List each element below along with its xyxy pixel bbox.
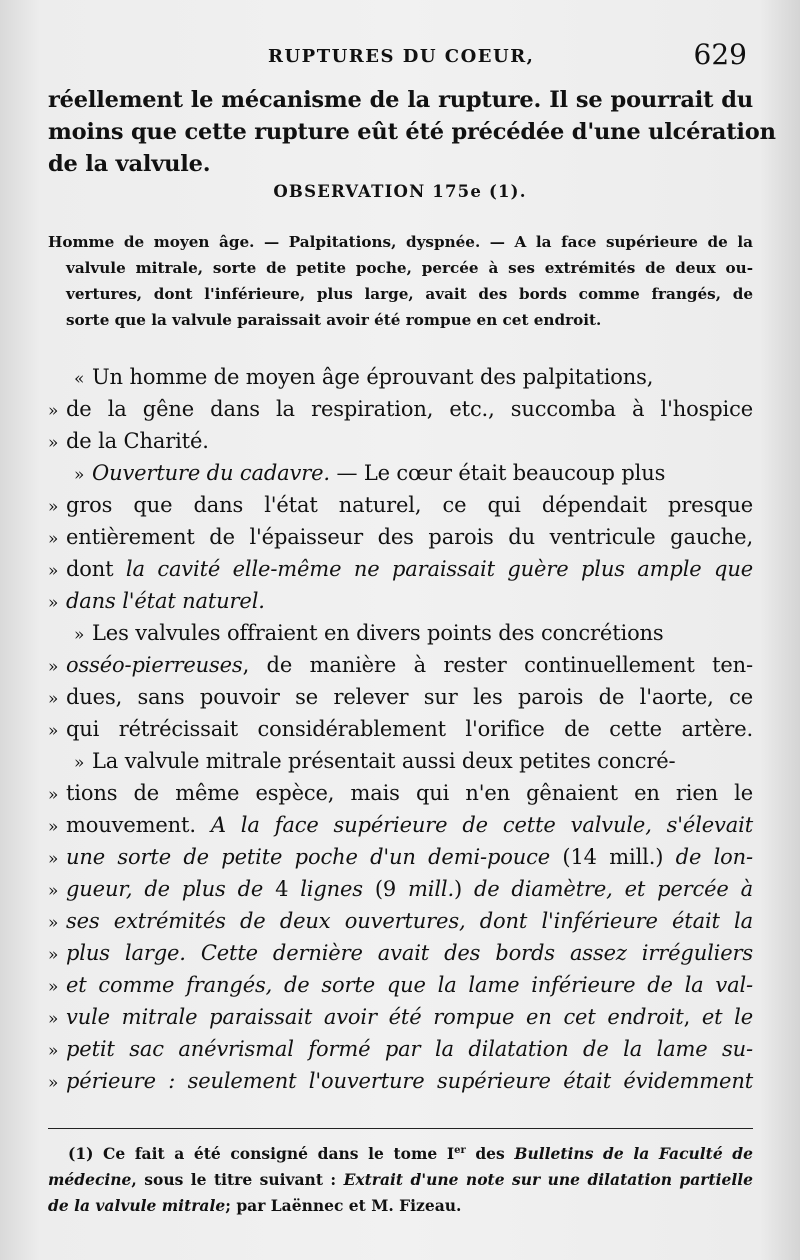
quote-mark: » (48, 433, 59, 453)
quote-mark: » (74, 465, 85, 485)
running-title: RUPTURES DU COEUR, (268, 46, 535, 67)
quote-mark: » (48, 529, 59, 549)
line-text: dont (66, 557, 126, 581)
footnote (48, 1141, 753, 1219)
intro-paragraph (48, 84, 776, 180)
line-italic: la cavité elle-même ne paraissait guère plus ample que (125, 557, 753, 581)
line-italic: de diamètre, et percée à (473, 877, 753, 901)
body-line (48, 425, 753, 457)
footnote-line (48, 1193, 753, 1219)
summary-line: vertures, dont l'inférieure, plus large, avait des bords comme frangés, de (66, 285, 753, 303)
line-italic: plus large. Cette dernière avait des bords assez irréguliers (66, 941, 753, 965)
footnote-italic: de la valvule mitrale (48, 1196, 226, 1215)
line-italic: et le (701, 1005, 753, 1029)
line-text: tions de même espèce, mais qui n'en gênaient en rien le (66, 781, 753, 805)
line-italic: lignes (300, 877, 363, 901)
quote-mark: » (48, 913, 59, 933)
body-line (48, 1033, 753, 1065)
body-line (48, 777, 753, 809)
quote-mark: » (48, 945, 59, 965)
line-text: Un homme de moyen âge éprouvant des palpitations, (92, 365, 654, 389)
summary-line: Homme de moyen âge. — Palpitations, dyspnée. — A la face supérieure de la (48, 233, 753, 251)
quote-mark: » (48, 1009, 59, 1029)
line-text: Les valvules offraient en divers points des concrétions (92, 621, 664, 645)
line-text: 4 (263, 877, 301, 901)
quote-mark: » (74, 625, 85, 645)
line-text: dues, sans pouvoir se relever sur les parois de l'aorte, ce (66, 685, 753, 709)
body-line (48, 745, 753, 777)
line-italic: vule mitrale paraissait avoir été rompue en cet endroit (66, 1005, 684, 1029)
footnote-italic: médecine (48, 1170, 132, 1189)
body-line (48, 681, 753, 713)
footnote-text: (1) Ce fait a été consigné dans le tome I (68, 1144, 455, 1163)
observation-title: OBSERVATION 175e (1). (273, 182, 527, 201)
page-number: 629 (693, 38, 747, 71)
line-italic: dans l'état naturel. (66, 589, 265, 613)
footnote-line (48, 1167, 753, 1193)
body-line (48, 457, 753, 489)
line-italic: mill. (408, 877, 454, 901)
line-text: , de manière à rester continuellement ten- (242, 653, 753, 677)
quote-mark: » (48, 401, 59, 421)
footnote-text: , sous le titre suivant : (131, 1170, 344, 1189)
quote-mark: » (74, 753, 85, 773)
footnote-italic: Bulletins de la Faculté de (514, 1144, 754, 1163)
summary-line: valvule mitrale, sorte de petite poche, percée à ses extrémités de deux ou- (66, 259, 753, 277)
line-italic: périeure : seulement l'ouverture supérieure était évidemment (66, 1069, 753, 1093)
line-italic: gueur, de plus de (66, 877, 264, 901)
body-line (48, 489, 753, 521)
body-line (48, 617, 753, 649)
line-italic: une sorte de petite poche d'un demi-pouce (66, 845, 551, 869)
body-line (48, 649, 753, 681)
line-italic: A la face supérieure de cette valvule, s'élevait (210, 813, 753, 837)
quote-mark: » (48, 817, 59, 837)
body-line (48, 393, 753, 425)
quote-mark: » (48, 497, 59, 517)
footnote-divider (48, 1128, 753, 1129)
footnote-italic: Extrait d'une note sur une dilatation partielle (343, 1170, 753, 1189)
footnote-line (48, 1141, 753, 1167)
line-text: de la Charité. (66, 429, 209, 453)
quote-mark: » (48, 977, 59, 997)
line-text: , (683, 1005, 702, 1029)
observation-body (48, 361, 753, 1097)
body-line (48, 809, 753, 841)
line-italic: petit sac anévrismal formé par la dilatation de la lame su- (66, 1037, 753, 1061)
quote-mark: » (48, 689, 59, 709)
line-text: (14 mill.) (550, 845, 676, 869)
quote-mark: » (48, 561, 59, 581)
line-italic: et comme frangés, de sorte que la lame inférieure de la val- (66, 973, 753, 997)
quote-mark: » (48, 1041, 59, 1061)
footnote-text: ; par Laënnec et M. Fizeau. (225, 1196, 462, 1215)
line-text: (9 (362, 877, 408, 901)
footnote-superscript: er (454, 1144, 466, 1156)
body-line (48, 585, 753, 617)
body-line (48, 713, 753, 745)
body-line (48, 969, 753, 1001)
quote-mark: « (74, 369, 85, 389)
body-line (48, 521, 753, 553)
quote-mark: » (48, 721, 59, 741)
line-italic: ses extrémités de deux ouvertures, dont l'inférieure était la (66, 909, 753, 933)
body-line (48, 553, 753, 585)
footnote-text: des (465, 1144, 515, 1163)
quote-mark: » (48, 881, 59, 901)
line-text: de la gêne dans la respiration, etc., succomba à l'hospice (66, 397, 753, 421)
line-text: qui rétrécissait considérablement l'orifice de cette artère. (66, 717, 753, 741)
body-line (48, 873, 753, 905)
line-italic: Ouverture du cadavre. (92, 461, 330, 485)
text-line: de la valvule. (48, 151, 211, 177)
quote-mark: » (48, 1073, 59, 1093)
line-text: La valvule mitrale présentait aussi deux petites concré- (92, 749, 676, 773)
running-head (48, 38, 753, 78)
body-line (48, 361, 753, 393)
body-line (48, 841, 753, 873)
summary-line: sorte que la valvule paraissait avoir été rompue en cet endroit. (66, 311, 602, 329)
line-text: gros que dans l'état naturel, ce qui dépendait presque (66, 493, 753, 517)
line-italic: osséo-pierreuses (66, 653, 243, 677)
quote-mark: » (48, 785, 59, 805)
quote-mark: » (48, 593, 59, 613)
body-line (48, 1065, 753, 1097)
body-line (48, 905, 753, 937)
line-italic: de lon- (675, 845, 753, 869)
line-text: — Le cœur était beaucoup plus (329, 461, 666, 485)
text-line: moins que cette rupture eût été précédée d'une ulcération (48, 119, 776, 145)
text-line: réellement le mécanisme de la rupture. Il se pourrait du (48, 87, 753, 113)
line-text: entièrement de l'épaisseur des parois du ventricule gauche, (66, 525, 753, 549)
body-line (48, 937, 753, 969)
line-text: ) (454, 877, 474, 901)
quote-mark: » (48, 657, 59, 677)
observation-summary (48, 229, 753, 333)
line-text: mouvement. (66, 813, 211, 837)
body-line (48, 1001, 753, 1033)
quote-mark: » (48, 849, 59, 869)
